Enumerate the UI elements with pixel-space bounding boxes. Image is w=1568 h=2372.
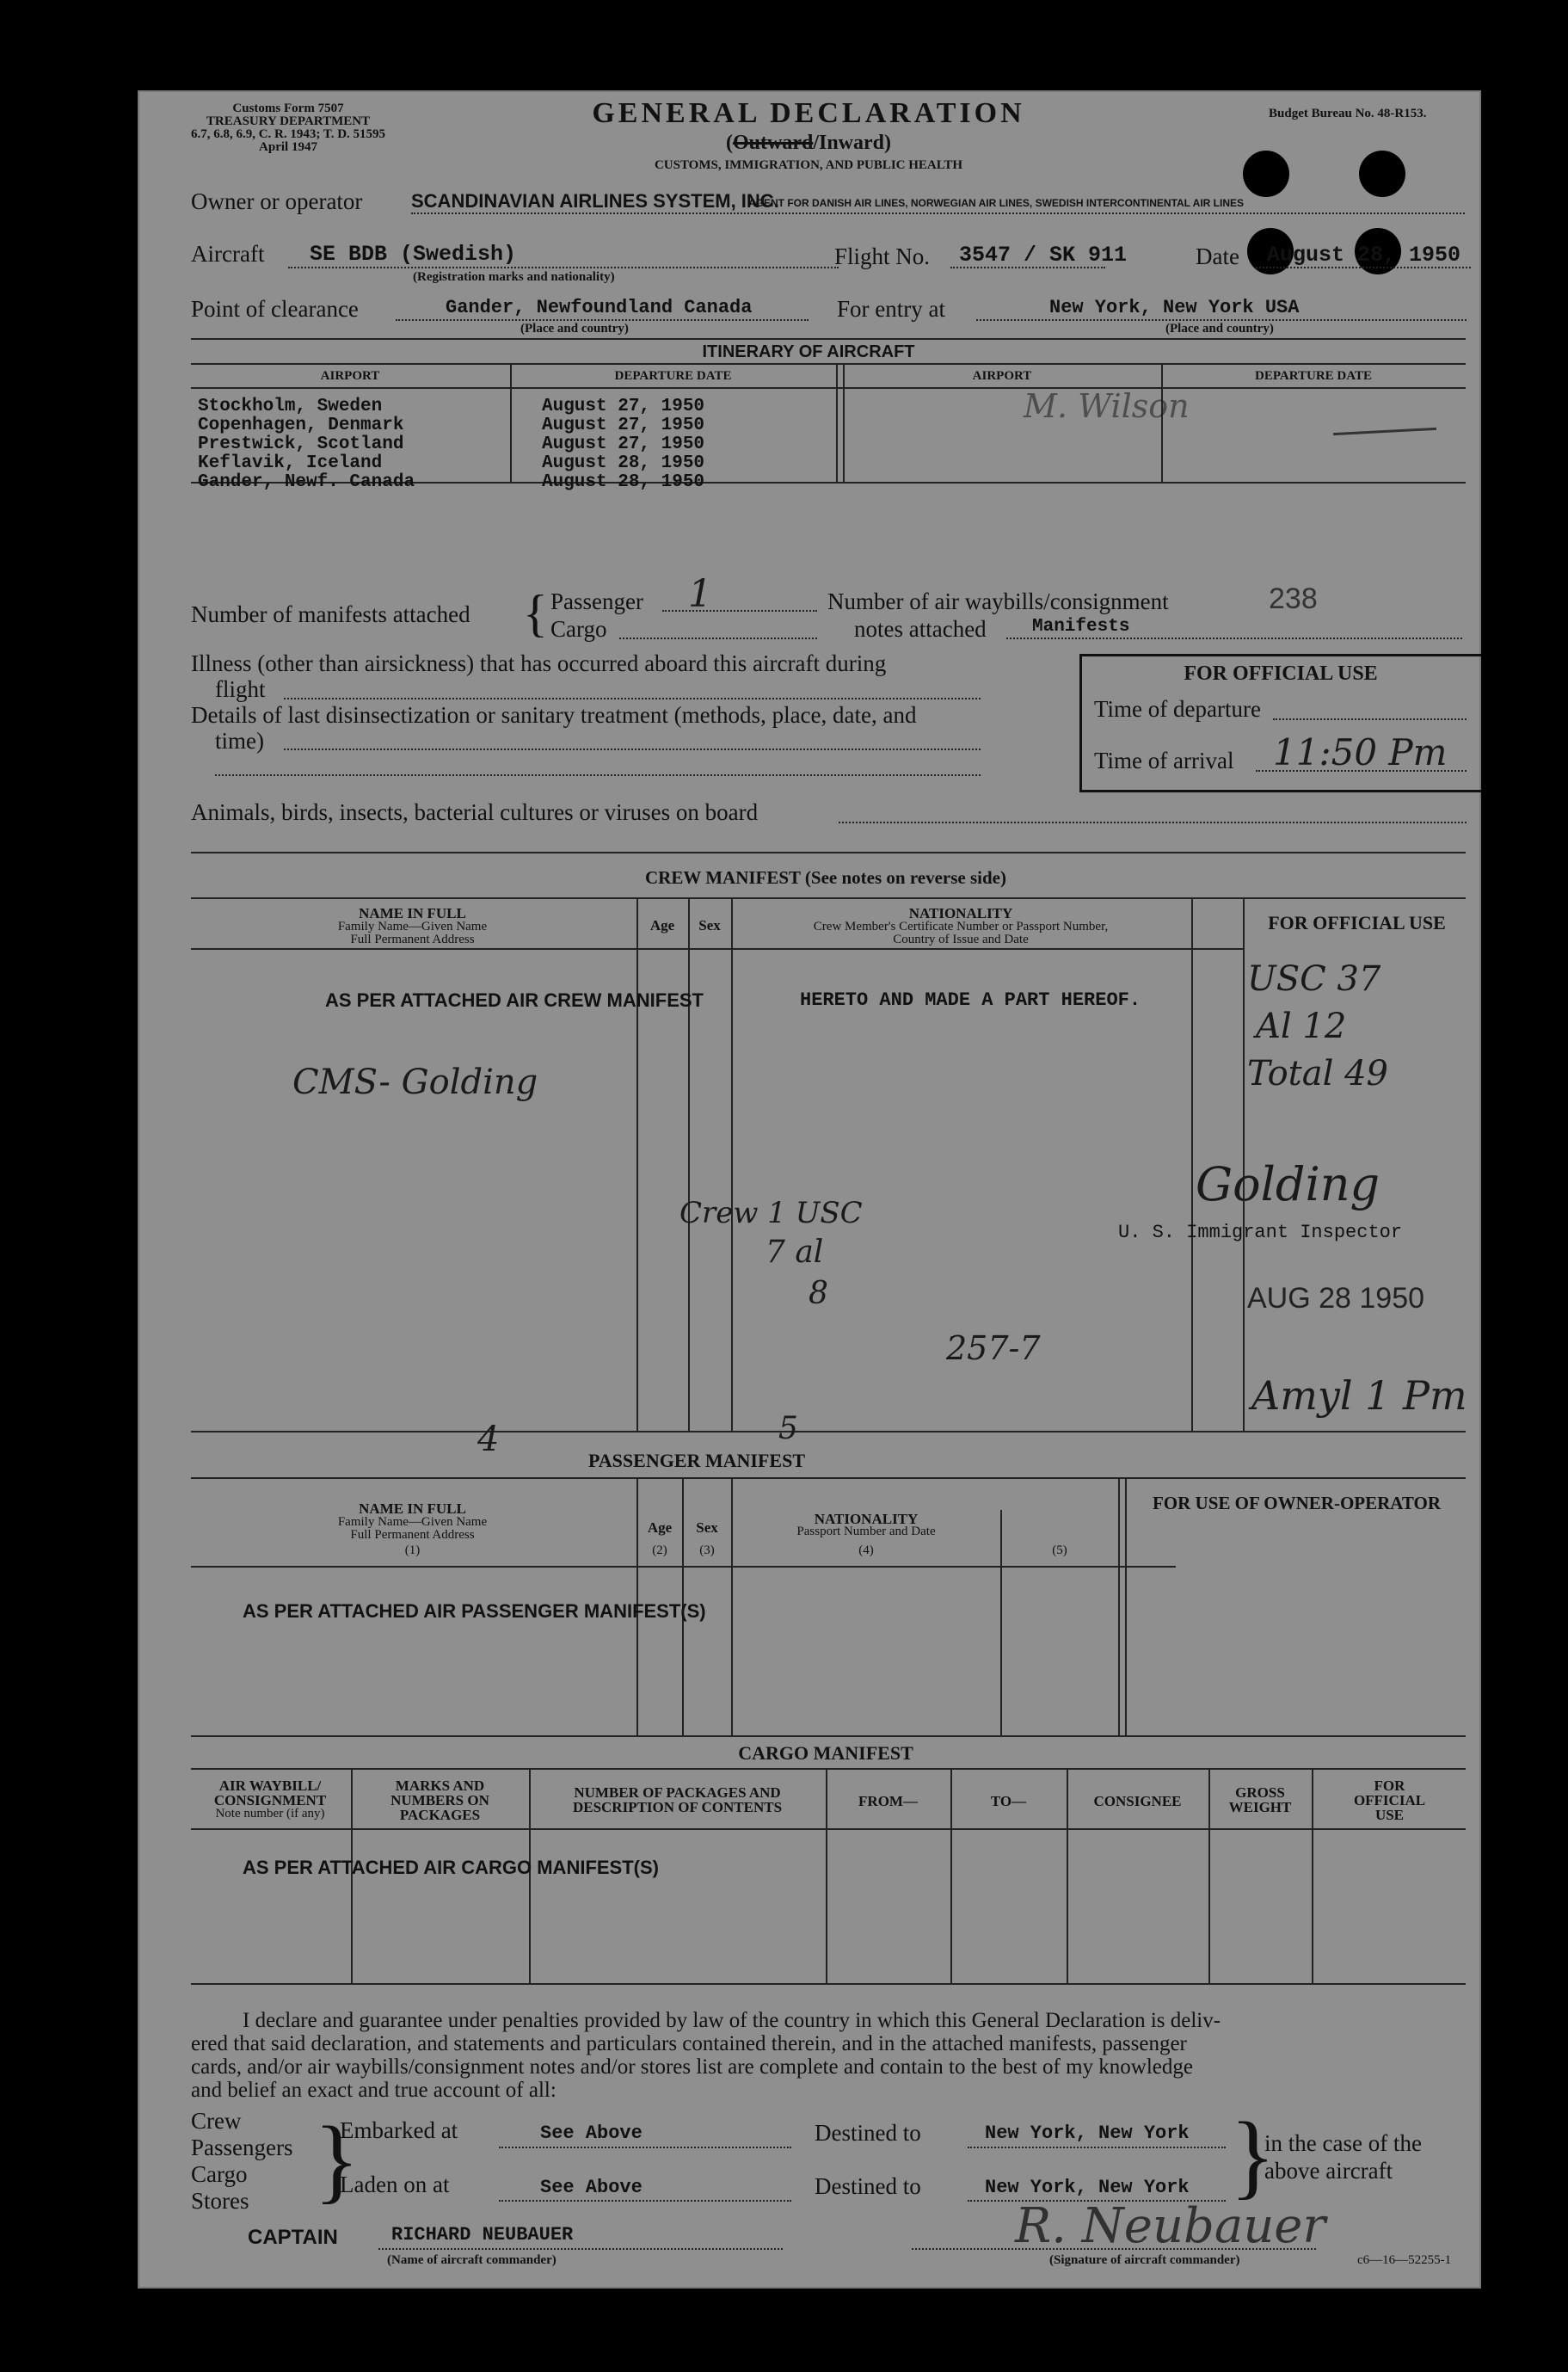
waybills-value: Manifests bbox=[1032, 617, 1130, 637]
itinerary-row bbox=[198, 397, 415, 492]
crew-header-age: Age bbox=[649, 917, 675, 933]
passenger-header-owner: FOR USE OF OWNER-OPERATOR bbox=[1152, 1493, 1442, 1513]
laden-value: See Above bbox=[540, 2177, 643, 2198]
date-label: Date bbox=[1196, 243, 1239, 269]
crew-header-name-2: Family Name—Given Name bbox=[337, 920, 488, 933]
direction-line bbox=[654, 132, 963, 155]
itinerary-date: August 27, 1950 bbox=[542, 397, 705, 416]
disinsect-label-2: time) bbox=[215, 728, 264, 754]
cargo-header-marks-2: NUMBERS ON bbox=[390, 1792, 489, 1808]
crew-hw-cms: CMS- Golding bbox=[292, 1063, 538, 1102]
arrival-time-value: 11:50 Pm bbox=[1273, 731, 1448, 773]
owner-label: Owner or operator bbox=[191, 188, 363, 214]
cargo-header-packages bbox=[531, 1785, 824, 1814]
declaration-list-crew: Crew bbox=[191, 2108, 242, 2134]
embarked-value: See Above bbox=[540, 2122, 643, 2144]
itinerary-airport: Keflavik, Iceland bbox=[198, 453, 383, 473]
passenger-header-nationality: NATIONALITY bbox=[814, 1511, 919, 1527]
cargo-count-label: Cargo bbox=[550, 616, 607, 642]
laden-label: Laden on at bbox=[340, 2172, 450, 2197]
waybills-label-1: Number of air waybills/consignment bbox=[827, 588, 1169, 614]
captain-name: RICHARD NEUBAUER bbox=[391, 2224, 574, 2246]
declaration-line-1: I declare and guarantee under penalties provided by law of the country in which this General Declaration is deliv- bbox=[243, 2009, 1221, 2032]
passenger-header-sex: Sex bbox=[696, 1519, 718, 1536]
departure-time-label: Time of departure bbox=[1094, 696, 1261, 722]
cargo-header-packages-1: NUMBER OF PACKAGES AND bbox=[574, 1784, 781, 1801]
owner-agent: AGENT FOR DANISH AIR LINES, NORWEGIAN AIR LINES, SWEDISH INTERCONTINENTAL AIR LINES bbox=[748, 197, 1245, 209]
itinerary-header-airport-2: AIRPORT bbox=[972, 369, 1032, 383]
captain-label: CAPTAIN bbox=[248, 2226, 338, 2249]
cargo-header-to: TO— bbox=[990, 1793, 1027, 1809]
itinerary-handwriting: M. Wilson bbox=[1024, 387, 1190, 425]
clearance-value: Gander, Newfoundland Canada bbox=[446, 297, 753, 318]
passenger-col-4: (4) bbox=[858, 1543, 874, 1557]
direction-outward-struck: Outward bbox=[732, 132, 814, 154]
passenger-header-name: NAME IN FULL bbox=[359, 1500, 466, 1517]
form-date: April 1947 bbox=[259, 140, 317, 154]
itinerary-header-airport-1: AIRPORT bbox=[320, 369, 380, 383]
cargo-header-consignee: CONSIGNEE bbox=[1093, 1793, 1182, 1809]
cargo-header-weight-2: WEIGHT bbox=[1228, 1799, 1292, 1815]
entry-value: New York, New York USA bbox=[1049, 297, 1300, 318]
passenger-header-name-2: Family Name—Given Name bbox=[337, 1515, 488, 1529]
passenger-header-nationality-2: Passport Number and Date bbox=[796, 1525, 936, 1538]
passenger-count-value: 1 bbox=[688, 572, 712, 616]
declaration-list-passengers: Passengers bbox=[191, 2135, 293, 2160]
itinerary-airport: Copenhagen, Denmark bbox=[198, 416, 404, 435]
itinerary-date: August 28, 1950 bbox=[542, 472, 705, 492]
agencies-line: CUSTOMS, IMMIGRATION, AND PUBLIC HEALTH bbox=[654, 158, 963, 172]
inspector-signature: Golding bbox=[1196, 1157, 1380, 1211]
declaration-line-3: cards, and/or air waybills/consignment notes and/or stores list are complete and contain to the best of my knowledge bbox=[191, 2055, 1193, 2079]
page-title: GENERAL DECLARATION bbox=[592, 97, 1025, 129]
cargo-header-from: FROM— bbox=[858, 1793, 918, 1809]
case-label-2: above aircraft bbox=[1264, 2158, 1393, 2184]
crew-typed-line-2: HERETO AND MADE A PART HEREOF. bbox=[800, 989, 1141, 1011]
print-code: c6—16—52255-1 bbox=[1357, 2253, 1452, 2267]
crew-header-nationality: NATIONALITY bbox=[908, 905, 1013, 921]
declaration-line-2: ered that said declaration, and statements and particulars contained therein, and in the attached manifests, passenger bbox=[191, 2032, 1187, 2055]
inspector-date-stamp: AUG 28 1950 bbox=[1247, 1282, 1425, 1315]
declaration-list-cargo: Cargo bbox=[191, 2161, 248, 2187]
crew-typed-line: AS PER ATTACHED AIR CREW MANIFEST bbox=[325, 989, 704, 1011]
direction-open: ( bbox=[725, 132, 733, 154]
passenger-col-5: (5) bbox=[1052, 1543, 1067, 1557]
cargo-header-marks-3: PACKAGES bbox=[399, 1807, 481, 1823]
aircraft-label: Aircraft bbox=[191, 241, 265, 267]
date-value: August 28, 1950 bbox=[1267, 243, 1461, 268]
itinerary-date: August 28, 1950 bbox=[542, 453, 705, 473]
captain-note: (Name of aircraft commander) bbox=[387, 2253, 556, 2267]
official-use-title: FOR OFFICIAL USE bbox=[1184, 662, 1378, 685]
cargo-header-waybill bbox=[191, 1778, 349, 1821]
passenger-col-3: (3) bbox=[699, 1543, 715, 1557]
declaration-line-4: and belief an exact and true account of all: bbox=[191, 2079, 556, 2102]
crew-hw-8: 8 bbox=[809, 1276, 828, 1311]
illness-label-1: Illness (other than airsickness) that has occurred aboard this aircraft during bbox=[191, 650, 887, 676]
illness-label-2: flight bbox=[215, 676, 266, 702]
entry-label: For entry at bbox=[837, 296, 945, 322]
manifests-label: Number of manifests attached bbox=[191, 601, 470, 627]
passenger-manifest-title: PASSENGER MANIFEST bbox=[587, 1450, 806, 1471]
crew-manifest-title: CREW MANIFEST (See notes on reverse side) bbox=[645, 867, 1006, 888]
budget-bureau-number: Budget Bureau No. 48-R153. bbox=[1269, 107, 1427, 120]
cargo-header-official bbox=[1313, 1778, 1466, 1822]
entry-note: (Place and country) bbox=[1165, 322, 1274, 336]
signature-note: (Signature of aircraft commander) bbox=[1049, 2253, 1240, 2267]
crew-header-name: NAME IN FULL bbox=[359, 905, 466, 921]
crew-hw-count: Crew 1 USC bbox=[679, 1196, 863, 1230]
cargo-header-official-1: FOR bbox=[1374, 1777, 1405, 1794]
captain-signature: R. Neubauer bbox=[1015, 2198, 1326, 2254]
waybills-label-2: notes attached bbox=[854, 616, 987, 642]
cargo-header-waybill-3: Note number (if any) bbox=[215, 1807, 325, 1821]
crew-hw-al: 7 al bbox=[766, 1235, 824, 1270]
case-label-1: in the case of the bbox=[1264, 2130, 1422, 2156]
cargo-header-waybill-2: CONSIGNMENT bbox=[213, 1792, 327, 1808]
cargo-typed-line: AS PER ATTACHED AIR CARGO MANIFEST(S) bbox=[243, 1857, 659, 1878]
itinerary-date: August 27, 1950 bbox=[542, 416, 705, 435]
declaration-text bbox=[191, 2009, 1464, 2102]
crew-header-sex: Sex bbox=[698, 917, 721, 933]
stamp-number: 238 bbox=[1269, 582, 1318, 615]
cargo-header-marks bbox=[353, 1778, 527, 1822]
embarked-label: Embarked at bbox=[340, 2117, 458, 2143]
form-articles: 6.7, 6.8, 6.9, C. R. 1943; T. D. 51595 bbox=[190, 127, 386, 141]
flight-value: 3547 / SK 911 bbox=[959, 243, 1128, 268]
cargo-header-marks-1: MARKS AND bbox=[395, 1777, 485, 1794]
cargo-header-weight-1: GROSS bbox=[1235, 1784, 1285, 1801]
passenger-header-name-3: Full Permanent Address bbox=[350, 1528, 475, 1542]
crew-hw-total: Total 49 bbox=[1247, 1054, 1388, 1094]
clearance-label: Point of clearance bbox=[191, 296, 359, 322]
passenger-count-label: Passenger bbox=[550, 588, 643, 614]
crew-header-nationality-3: Country of Issue and Date bbox=[893, 933, 1029, 946]
direction-inward: /Inward) bbox=[813, 132, 892, 154]
itinerary-dates bbox=[542, 397, 704, 492]
crew-hw-al12: Al 12 bbox=[1256, 1007, 1347, 1046]
punch-hole bbox=[1243, 151, 1289, 197]
passenger-col-2: (2) bbox=[652, 1543, 667, 1557]
itinerary-airport: Gander, Newf. Canada bbox=[198, 472, 415, 492]
declaration-list-stores: Stores bbox=[191, 2188, 249, 2214]
passenger-col-1: (1) bbox=[404, 1543, 421, 1557]
inspector-stamp: U. S. Immigrant Inspector bbox=[1118, 1222, 1403, 1243]
disinsect-label-1: Details of last disinsectization or sanitary treatment (methods, place, date, and bbox=[191, 702, 917, 728]
itinerary-airport: Stockholm, Sweden bbox=[198, 397, 383, 416]
treasury-department: TREASURY DEPARTMENT bbox=[206, 114, 371, 128]
declaration-list bbox=[191, 2108, 292, 2215]
customs-form-number: Customs Form 7507 bbox=[232, 102, 344, 115]
animals-label: Animals, birds, insects, bacterial cultures or viruses on board bbox=[191, 799, 759, 825]
passenger-header-age: Age bbox=[647, 1519, 673, 1536]
cargo-header-official-3: USE bbox=[1374, 1807, 1405, 1823]
destined-label-1: Destined to bbox=[815, 2120, 921, 2146]
arrival-time-label: Time of arrival bbox=[1094, 748, 1234, 773]
owner-value: SCANDINAVIAN AIRLINES SYSTEM, INC. bbox=[411, 190, 779, 212]
crew-header-nationality-2: Crew Member's Certificate Number or Passport Number, bbox=[813, 920, 1109, 933]
cargo-header-waybill-1: AIR WAYBILL/ bbox=[218, 1777, 322, 1794]
passenger-typed-line: AS PER ATTACHED AIR PASSENGER MANIFEST(S) bbox=[243, 1600, 706, 1622]
passenger-hw-4: 4 bbox=[477, 1420, 500, 1459]
cargo-header-packages-2: DESCRIPTION OF CONTENTS bbox=[572, 1799, 783, 1815]
itinerary-airport: Prestwick, Scotland bbox=[198, 434, 404, 454]
destined-value-1: New York, New York bbox=[985, 2122, 1190, 2144]
itinerary-header-date-2: DEPARTURE DATE bbox=[1254, 369, 1372, 383]
crew-hw-use: USC 37 bbox=[1247, 959, 1381, 999]
clearance-note: (Place and country) bbox=[520, 322, 629, 336]
destined-label-2: Destined to bbox=[815, 2173, 921, 2199]
punch-hole bbox=[1359, 151, 1405, 197]
crew-hw-amyl: Amyl 1 Pm bbox=[1251, 1372, 1467, 1419]
cargo-header-official-2: OFFICIAL bbox=[1353, 1792, 1426, 1808]
crew-header-name-3: Full Permanent Address bbox=[350, 933, 475, 946]
crew-header-official: FOR OFFICIAL USE bbox=[1268, 912, 1446, 933]
aircraft-note: (Registration marks and nationality) bbox=[413, 270, 615, 284]
itinerary-date: August 27, 1950 bbox=[542, 434, 705, 454]
aircraft-value: SE BDB (Swedish) bbox=[310, 242, 517, 267]
declaration-form: Customs Form 7507 TREASURY DEPARTMENT 6.7, 6.8, 6.9, C. R. 1943; T. D. 51595 April 1947 GENERAL DECLARATION (Outward/Inward) CUSTOMS, IMMIGRATION, AND PUBLIC HEALTH Budget Bureau No. 48-R153. Owner or operator SCANDINAVIAN AIRLINES SYSTEM, INC. AGENT FOR DANISH AIR LINES, NORWEGIAN AIR LINES, SWEDISH INTERCONTINENTAL AIR LINES Aircraft SE BDB (Swedish) (Registration marks and nationality) Flight No. 3547 / SK 911 Date August 28, 1950 Point of clearance Gander, Newfoundland Canada (Place and country) For entry at New York, New York USA (Place and country) ITINERARY OF AIRCRAFT AIRPORT DEPARTURE DATE AIRPORT DEPARTURE DATE Stockholm, Sweden Copenhagen, Denmark Prestwick, Scotland Keflavik, Iceland Gander, Newf. Canada August 27, 1950 August 27, 1950 August 27, 1950 August 28, 1950 August 28, 1950 M. Wilson Number of manifests attached { Passenger 1 Cargo Number of air waybills/consignment notes attached Manifests 238 Illness (other than airsickness) that has occurred aboard this aircraft during flight Details of last disinsectization or sanitary treatment (methods, place, date, and time) FOR OFFICIAL USE Time of departure Time of arrival 11:50 Pm Animals, birds, insects, bacterial cultures or viruses on board CREW MANIFEST (See notes on reverse side) NAME IN FULL Family Name—Given Name Full Permanent Address Age Sex NATIONALITY Crew Member's Certificate Number or Passport Number, Country of Issue and Date FOR OFFICIAL USE AS PER ATTACHED AIR CREW MANIFEST HERETO AND MADE A PART HEREOF. CMS- Golding Crew 1 USC 7 al 8 257-7 USC 37 Al 12 Total 49 Golding U. S. Immigrant Inspector AUG 28 1950 Amyl 1 Pm 4 5 PASSENGER MANIFEST NAME IN FULL Family Name—Given Name Full Permanent Address (1) Age (2) Sex (3) NATIONALITY Passport Number and Date (4) (5) FOR USE OF OWNER-OPERATOR AS PER ATTACHED AIR PASSENGER MANIFEST(S) CARGO MANIFEST AIR WAYBILL/ CONSIGNMENT Note number (if any) MARKS AND NUMBERS ON PACKAGES NUMBER OF PACKAGES AND DESCRIPTION OF CONTENTS FROM— TO— CONSIGNEE GROSS WEIGHT FOR OFFICIAL USE AS PER ATTACHED AIR CARGO MANIFEST(S) I declare and guarantee under penalties provided by law of the country in which this General Declaration is deliv- ered that said declaration, and statements and particulars contained therein, and in the attached manifests, passenger cards, and/or air waybills/consignment notes and/or stores list are complete and contain to the best of my knowledge and belief an exact and true account of all: Crew Passengers Cargo Stores } Embarked at See Above Laden on at See Above Destined to New York, New York Destined to New York, New York } in the case of the above aircraft CAPTAIN RICHARD NEUBAUER (Name of aircraft commander) R. Neubauer (Signature of aircraft commander) c6—16—52255-1 bbox=[138, 90, 1481, 2289]
destined-value-2: New York, New York bbox=[985, 2177, 1190, 2198]
cargo-manifest-title: CARGO MANIFEST bbox=[738, 1742, 913, 1764]
itinerary-header-date-1: DEPARTURE DATE bbox=[614, 369, 732, 383]
flight-label: Flight No. bbox=[834, 243, 931, 269]
passenger-hw-5: 5 bbox=[778, 1411, 798, 1446]
cargo-header-weight bbox=[1210, 1785, 1310, 1814]
itinerary-title: ITINERARY OF AIRCRAFT bbox=[702, 342, 915, 361]
crew-hw-257: 257-7 bbox=[946, 1329, 1041, 1367]
